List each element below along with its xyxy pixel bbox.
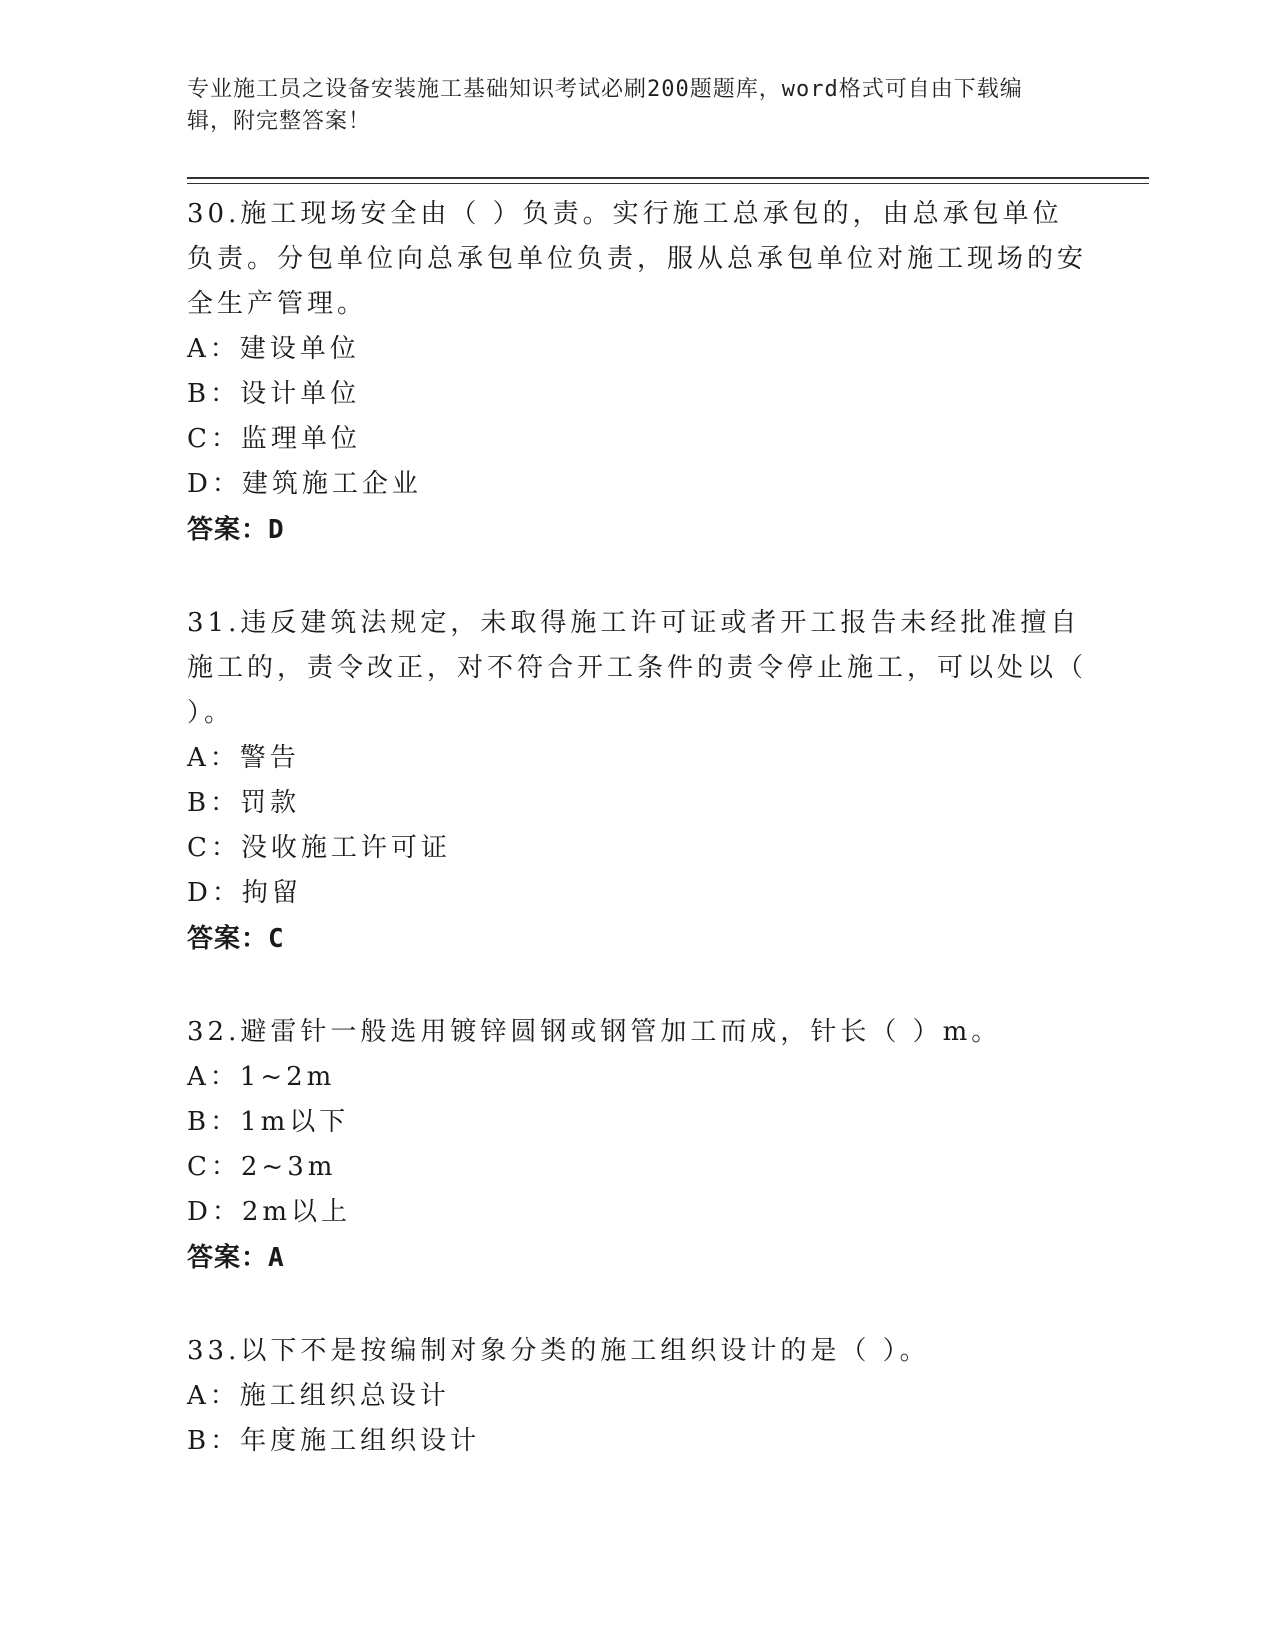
answer-label: 答案：A — [187, 1243, 285, 1273]
option-c: C：2~3m — [187, 1152, 337, 1182]
answer-label: 答案：D — [187, 515, 285, 545]
question-text: 31.违反建筑法规定，未取得施工许可证或者开工报告未经批准擅自施工的，责令改正，对不符合开工条件的责令停止施工，可以处以（ ）。 — [187, 608, 1088, 728]
option-b: B：罚款 — [187, 788, 301, 818]
answer-label: 答案：C — [187, 924, 285, 954]
option-c: C：没收施工许可证 — [187, 833, 451, 863]
question-text: 30.施工现场安全由（ ）负责。实行施工总承包的，由总承包单位负责。分包单位向总承包单位负责，服从总承包单位对施工现场的安全生产管理。 — [187, 199, 1088, 319]
question-33 — [187, 1329, 1087, 1464]
question-text: 33.以下不是按编制对象分类的施工组织设计的是（ ）。 — [187, 1336, 930, 1366]
question-list — [187, 192, 1087, 1512]
option-d: D：2m以上 — [187, 1197, 352, 1227]
header-divider-thick — [187, 177, 1149, 179]
option-d: D：拘留 — [187, 878, 302, 908]
option-a: A：建设单位 — [187, 334, 360, 364]
option-a: A：1~2m — [187, 1062, 336, 1092]
option-c: C：监理单位 — [187, 424, 361, 454]
question-text: 32.避雷针一般选用镀锌圆钢或钢管加工而成，针长（ ）m。 — [187, 1017, 1002, 1047]
option-d: D：建筑施工企业 — [187, 469, 422, 499]
question-32 — [187, 1010, 1087, 1281]
option-b: B：1m以下 — [187, 1107, 350, 1137]
option-b: B：设计单位 — [187, 379, 361, 409]
header-divider-thin — [187, 183, 1149, 184]
option-b: B：年度施工组织设计 — [187, 1426, 481, 1456]
question-31 — [187, 601, 1087, 962]
option-a: A：警告 — [187, 743, 300, 773]
question-30 — [187, 192, 1087, 553]
document-header: 专业施工员之设备安装施工基础知识考试必刷200题题库，word格式可自由下载编辑，附完整答案！ — [187, 77, 1023, 134]
option-a: A：施工组织总设计 — [187, 1381, 450, 1411]
